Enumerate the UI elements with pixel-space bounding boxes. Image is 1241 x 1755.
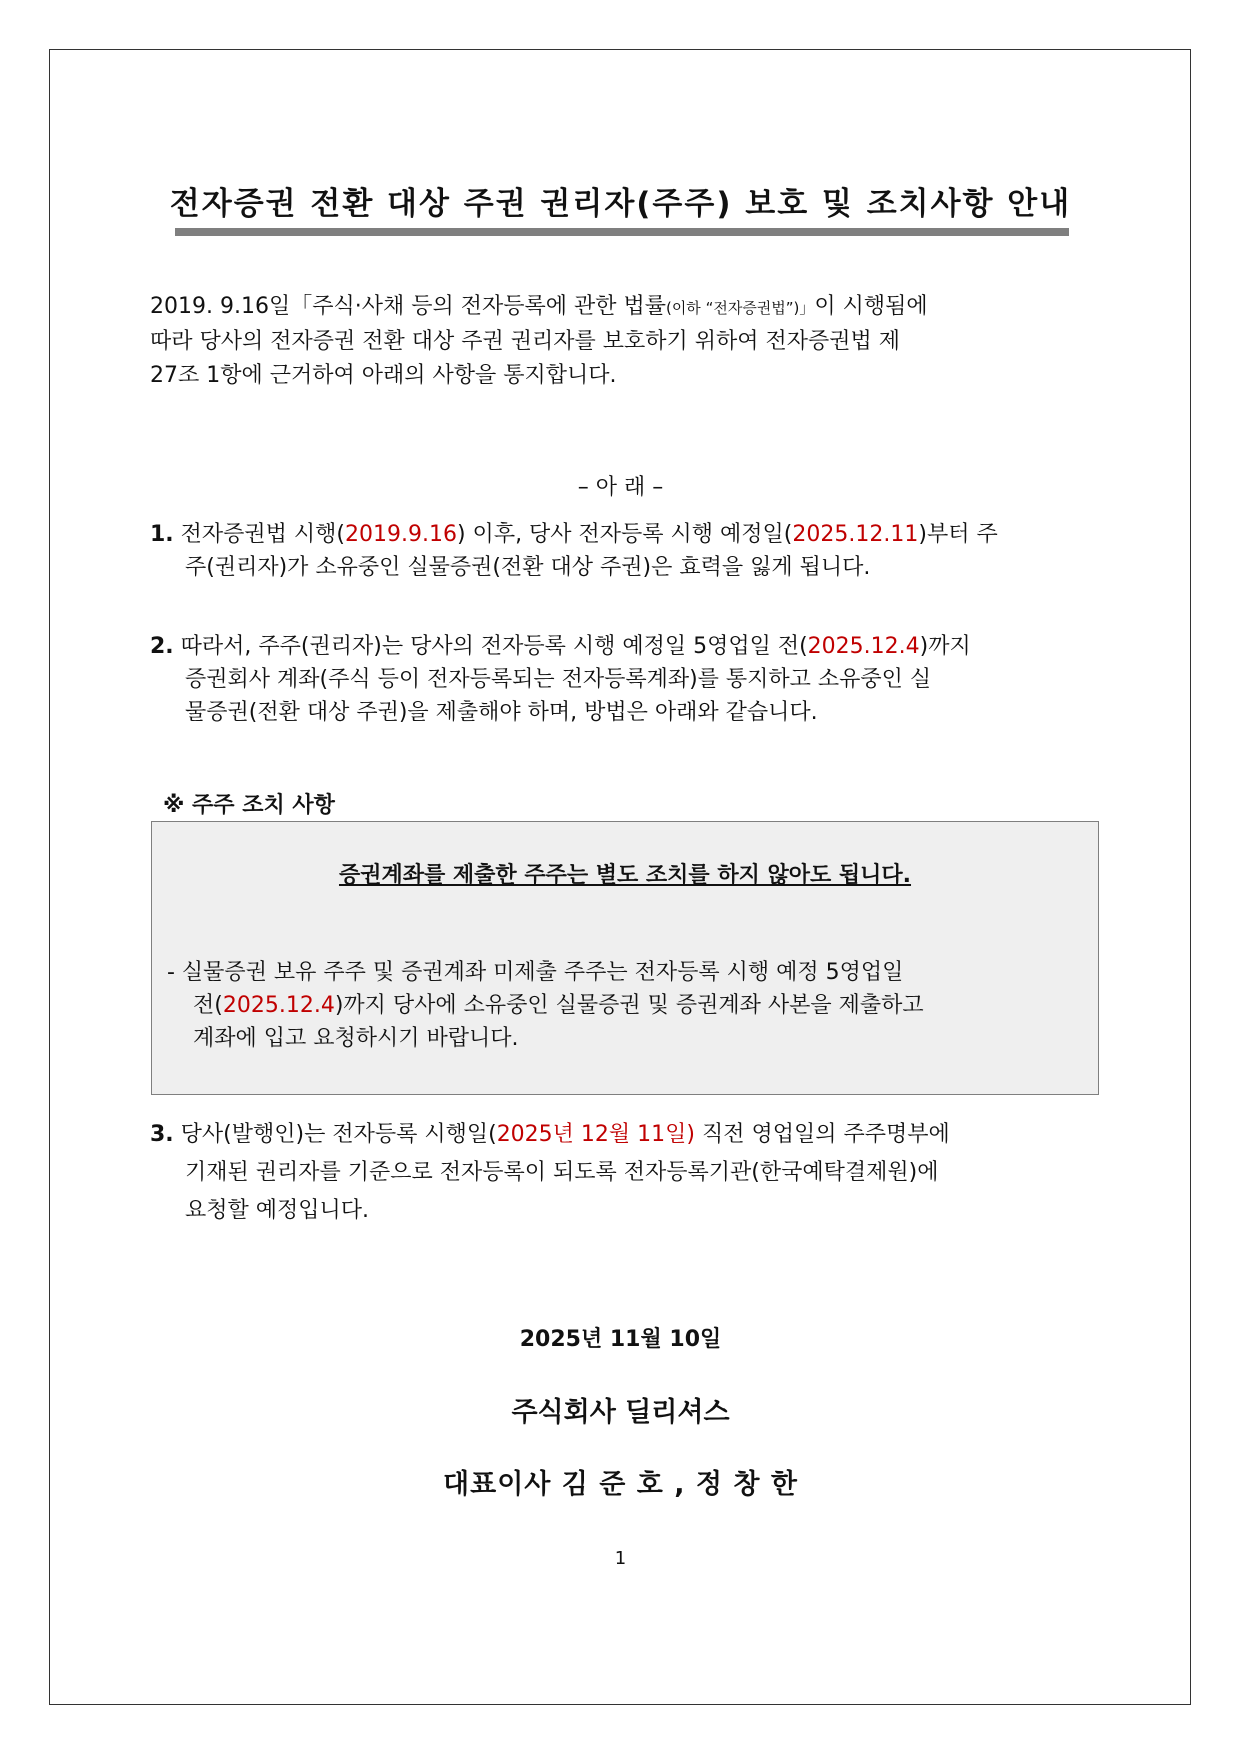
date-highlight: 2025.12.4: [807, 634, 920, 659]
page-number: 1: [614, 1548, 627, 1569]
note-title: ※ 주주 조치 사항: [163, 793, 335, 818]
list-item-3: 3. 당사(발행인)는 전자등록 시행일(2025년 12월 11일) 직전 영업일의 주주명부에 기재된 권리자를 기준으로 전자등록이 되도록 전자등록기관(한국예탁결제원)에 요청할 예정입니다.: [150, 1122, 950, 1223]
item-number: 1.: [150, 522, 174, 547]
note-headline: 증권계좌를 제출한 주주는 별도 조치를 하지 않아도 됩니다.: [338, 863, 912, 888]
document-title: 전자증권 전환 대상 주권 권리자(주주) 보호 및 조치사항 안내: [169, 186, 1072, 222]
ceo-names: 대표이사 김 준 호 , 정 창 한: [443, 1469, 798, 1500]
company-name: 주식회사 딜리셔스: [511, 1397, 730, 1428]
intro-line-3: 27조 1항에 근거하여 아래의 사항을 통지합니다.: [150, 363, 617, 388]
item-number: 2.: [150, 634, 174, 659]
date-highlight: 2025년 12월 11일): [496, 1122, 695, 1147]
date-highlight: 2025.12.11: [792, 522, 919, 547]
signature-date: 2025년 11월 10일: [519, 1327, 722, 1352]
intro-line-1: 2019. 9.16일「주식·사채 등의 전자등록에 관한 법률(이하 “전자증권법”)」이 시행됨에: [150, 294, 928, 319]
title-underline-bar: [175, 228, 1069, 236]
list-item-1: 1. 전자증권법 시행(2019.9.16) 이후, 당사 전자등록 시행 예정일(2025.12.11)부터 주 주(권리자)가 소유중인 실물증권(전환 대상 주권)은 효력을 잃게 됩니다.: [150, 522, 998, 580]
notice-mark: – 아 래 –: [577, 475, 664, 500]
item-number: 3.: [150, 1122, 174, 1147]
date-highlight: 2025.12.4: [222, 993, 335, 1018]
intro-line-2: 따라 당사의 전자증권 전환 대상 주권 권리자를 보호하기 위하여 전자증권법 제: [150, 329, 900, 354]
date-highlight: 2019.9.16: [345, 522, 457, 547]
intro-paragraph: [150, 290, 1092, 393]
list-item-2: 2. 따라서, 주주(권리자)는 당사의 전자등록 시행 예정일 5영업일 전(2025.12.4)까지 증권회사 계좌(주식 등이 전자등록되는 전자등록계좌)를 통지하고 소유중인 실 물증권(전환 대상 주권)을 제출해야 하며, 방법은 아래와 같습니다.: [150, 634, 971, 725]
note-body: - 실물증권 보유 주주 및 증권계좌 미제출 주주는 전자등록 시행 예정 5영업일 전(2025.12.4)까지 당사에 소유중인 실물증권 및 증권계좌 사본을 제출하고 계좌에 입고 요청하시기 바랍니다.: [167, 960, 924, 1051]
